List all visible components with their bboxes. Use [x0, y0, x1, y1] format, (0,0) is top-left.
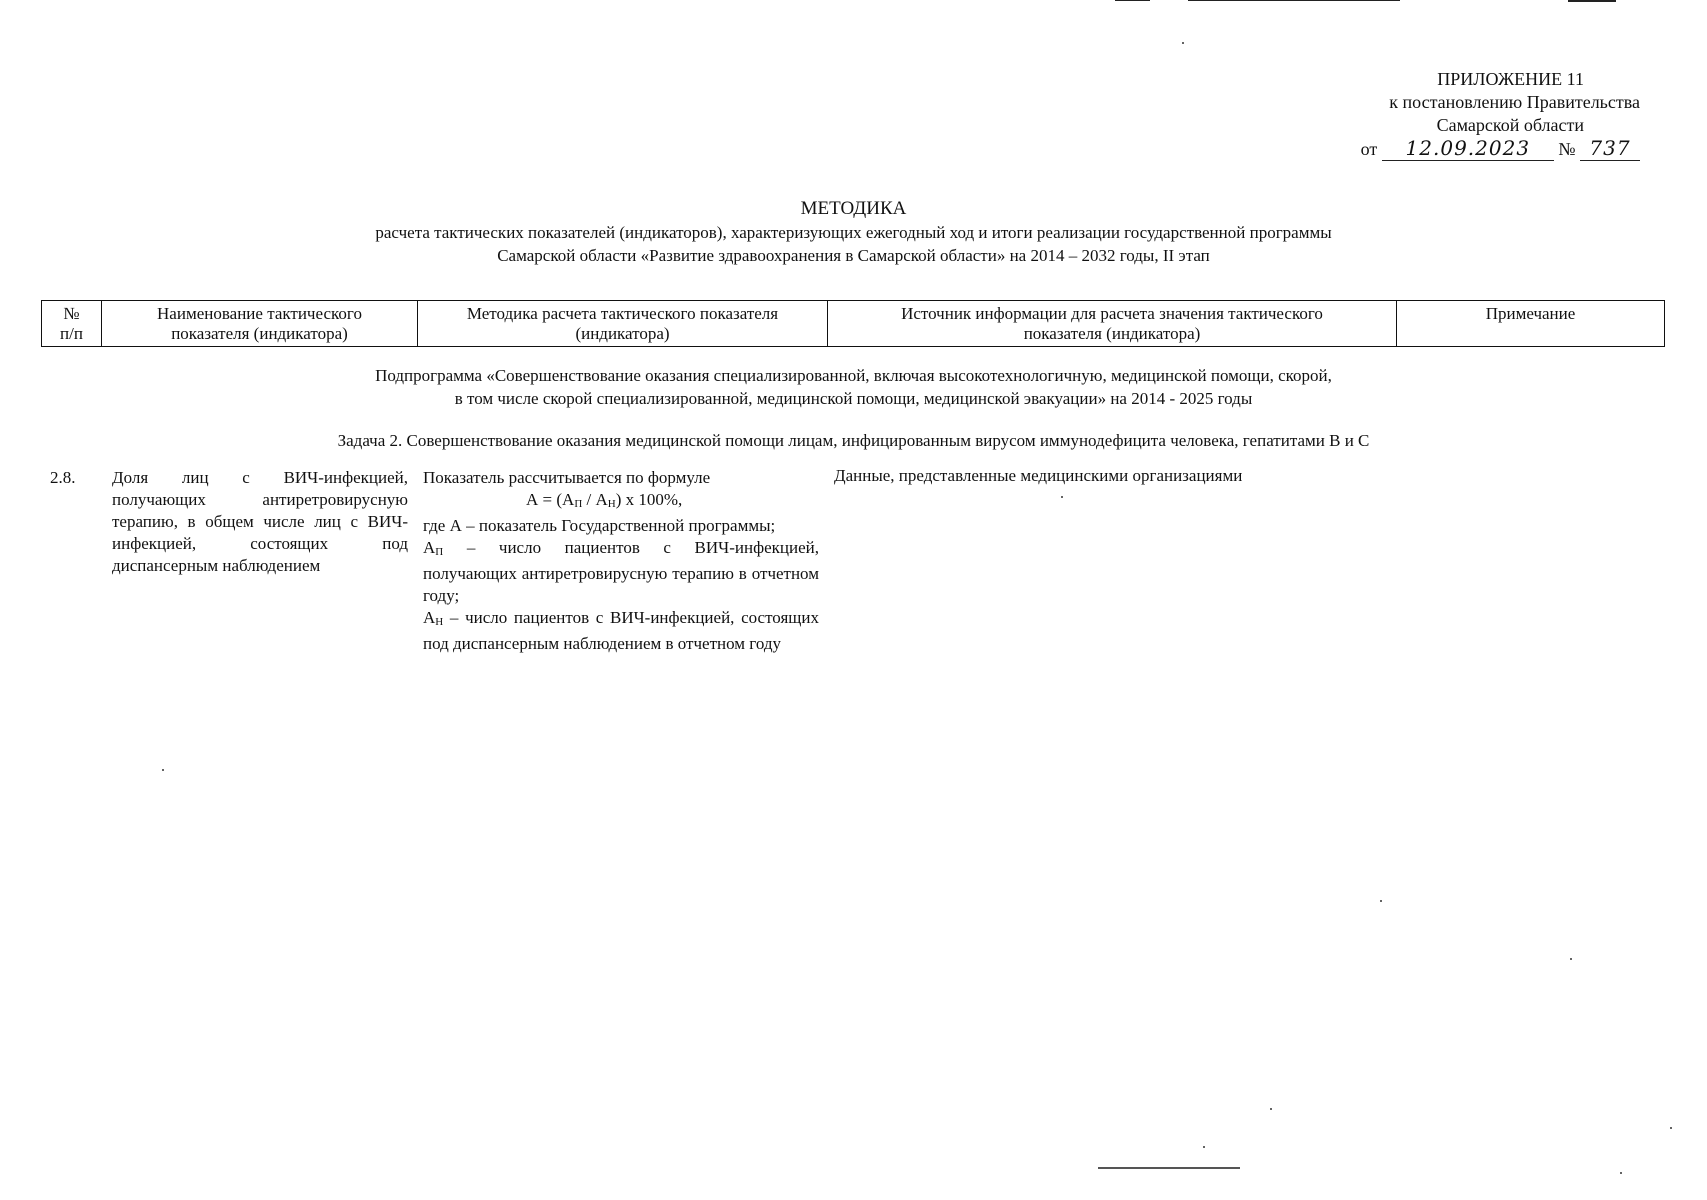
calculation-method — [423, 467, 819, 655]
method-intro: Показатель рассчитывается по формуле — [423, 468, 711, 487]
scan-artifact-line — [1098, 1167, 1240, 1169]
formula-part: / А — [582, 490, 608, 509]
header-text: показателя (индикатора) — [171, 324, 348, 343]
header-text: показателя (индикатора) — [1023, 324, 1201, 343]
formula-subscript: Н — [607, 498, 616, 510]
definition-text: – число пациентов с ВИЧ-инфекцией, получающих антиретровирусную терапию в отчетном году; — [423, 538, 819, 605]
scan-speck — [1061, 496, 1063, 498]
scan-speck — [1620, 1172, 1622, 1174]
subprogram-heading — [0, 364, 1707, 410]
scan-speck — [1182, 42, 1184, 44]
header-row — [42, 301, 1665, 347]
formula-part: А = (А — [526, 490, 575, 509]
scan-artifact-line — [1568, 0, 1616, 2]
document-subtitle — [0, 221, 1707, 267]
scan-speck — [1380, 900, 1382, 902]
header-text: (индикатора) — [575, 324, 670, 343]
appendix-region: Самарской области — [1436, 115, 1584, 135]
document-subtitle-line: Самарской области «Развитие здравоохранения в Самарской области» на 2014 – 2032 годы, II этап — [497, 246, 1210, 265]
appendix-title: ПРИЛОЖЕНИЕ 11 — [1437, 69, 1584, 89]
appendix-resolution: к постановлению Правительства — [1389, 92, 1640, 112]
header-indicator-name — [102, 301, 418, 347]
scan-speck — [162, 769, 164, 771]
information-source: Данные, представленные медицинскими организациями — [834, 466, 1243, 485]
formula — [423, 489, 819, 515]
header-text: Источник информации для расчета значения тактического — [901, 304, 1323, 323]
symbol-subscript: Н — [435, 616, 444, 628]
number-prefix: № — [1558, 139, 1576, 159]
symbol-subscript: П — [435, 546, 444, 558]
symbol: А — [423, 538, 436, 557]
formula-subscript: П — [574, 498, 583, 510]
header-text: Наименование тактического — [157, 304, 362, 323]
header-text: Методика расчета тактического показателя — [466, 304, 779, 323]
document-title: МЕТОДИКА — [800, 198, 907, 219]
header-note — [1397, 301, 1665, 347]
definition-ap — [423, 537, 819, 607]
header-text: № — [63, 304, 80, 323]
task-heading: Задача 2. Совершенствование оказания медицинской помощи лицам, инфицированным вирусом иммунодефицита человека, гепатитами В и С — [337, 431, 1370, 450]
date-prefix: от — [1360, 139, 1378, 159]
scan-speck — [1270, 1108, 1272, 1110]
appendix-date-line — [1361, 137, 1640, 161]
symbol: А — [423, 608, 436, 627]
scan-speck — [1670, 1127, 1672, 1129]
definition-text: – число пациентов с ВИЧ-инфекцией, состоящих под диспансерным наблюдением в отчетном году — [423, 608, 819, 653]
definition-a: где А – показатель Государственной программы; — [423, 516, 776, 535]
document-subtitle-line: расчета тактических показателей (индикаторов), характеризующих ежегодный ход и итоги реализации государственной программы — [375, 223, 1332, 242]
indicator-name: Доля лиц с ВИЧ-инфекцией, получающих антиретровирусную терапию, в общем числе лиц с ВИЧ-инфекцией, состоящих под диспансерным наблюдением — [112, 468, 408, 575]
header-method — [418, 301, 828, 347]
appendix-block — [1361, 68, 1640, 161]
subprogram-line: Подпрограмма «Совершенствование оказания специализированной, включая высокотехнологичную, медицинской помощи, скорой, — [375, 366, 1332, 385]
header-number — [42, 301, 102, 347]
handwritten-date: 12.09.2023 — [1382, 137, 1554, 161]
row-number: 2.8. — [50, 468, 76, 487]
formula-part: ) х 100%, — [615, 490, 683, 509]
scan-artifact-line — [1188, 0, 1400, 1]
header-text: п/п — [60, 324, 83, 343]
header-source — [828, 301, 1397, 347]
scan-artifact-line — [1115, 0, 1150, 1]
handwritten-number: 737 — [1580, 137, 1640, 161]
scan-speck — [1570, 958, 1572, 960]
header-text: Примечание — [1485, 304, 1576, 323]
scan-speck — [1203, 1146, 1205, 1148]
column-header-table — [41, 300, 1665, 347]
subprogram-line: в том числе скорой специализированной, медицинской помощи, медицинской эвакуации» на 2014 - 2025 годы — [454, 389, 1253, 408]
definition-an — [423, 607, 819, 655]
